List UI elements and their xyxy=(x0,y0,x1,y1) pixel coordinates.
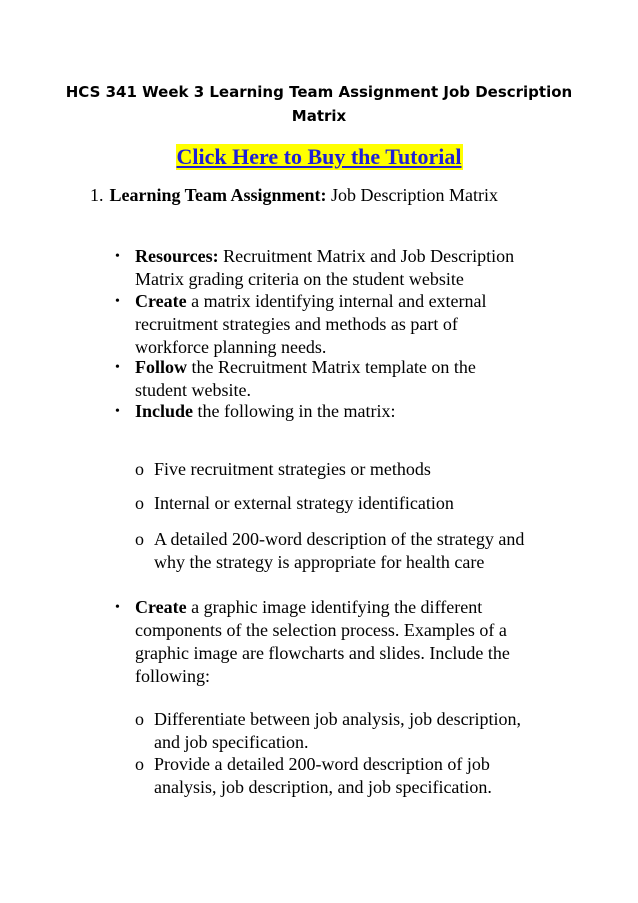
bullet-text: workforce planning needs. xyxy=(135,337,327,357)
sub-bullet-icon: o xyxy=(135,493,144,513)
tutorial-link-container xyxy=(0,144,638,170)
bullet-heading: Create xyxy=(135,597,187,617)
bullet-text: Recruitment Matrix and Job Description xyxy=(223,246,515,266)
bullet-text: student website. xyxy=(135,380,251,400)
sub-item xyxy=(135,492,564,515)
bullet-text: Matrix grading criteria on the student website xyxy=(135,269,464,289)
sub-text: A detailed 200-word description of the strategy and xyxy=(154,529,525,549)
list-item-1 xyxy=(90,184,498,207)
bullet-heading: Include xyxy=(135,401,194,421)
sub-text: Provide a detailed 200-word description of job xyxy=(154,754,490,774)
sub-item xyxy=(135,528,564,574)
sub-item xyxy=(135,708,564,754)
item-heading: Learning Team Assignment: xyxy=(109,185,327,205)
sub-item xyxy=(135,458,564,481)
document-title xyxy=(60,80,578,128)
bullet-item xyxy=(115,356,565,402)
sub-text: analysis, job description, and job specification. xyxy=(154,777,492,797)
item-number: 1. xyxy=(90,185,104,205)
bullet-icon: • xyxy=(115,294,120,309)
item-text: Job Description Matrix xyxy=(326,185,499,205)
sub-text: Internal or external strategy identification xyxy=(154,493,454,513)
sub-item xyxy=(135,753,564,799)
title-line-2: Matrix xyxy=(291,107,347,125)
sub-text: why the strategy is appropriate for health care xyxy=(154,552,485,572)
bullet-text: recruitment strategies and methods as part of xyxy=(135,314,458,334)
bullet-text: graphic image are flowcharts and slides. Include the xyxy=(135,643,510,663)
bullet-icon: • xyxy=(115,249,120,264)
sub-text: Differentiate between job analysis, job description, xyxy=(154,709,522,729)
bullet-text: a matrix identifying internal and external xyxy=(191,291,487,311)
sub-bullet-icon: o xyxy=(135,754,144,774)
bullet-text: following: xyxy=(135,666,210,686)
bullet-text: a graphic image identifying the different xyxy=(191,597,483,617)
sub-text: Five recruitment strategies or methods xyxy=(154,459,431,479)
sub-bullet-icon: o xyxy=(135,459,144,479)
bullet-heading: Resources: xyxy=(135,246,219,266)
title-line-1: HCS 341 Week 3 Learning Team Assignment Job Description xyxy=(65,83,573,101)
bullet-text: components of the selection process. Examples of a xyxy=(135,620,507,640)
bullet-item xyxy=(115,596,565,688)
buy-tutorial-link[interactable]: Click Here to Buy the Tutorial xyxy=(176,144,462,169)
bullet-icon: • xyxy=(115,360,120,375)
sub-bullet-icon: o xyxy=(135,709,144,729)
bullet-item xyxy=(115,400,565,423)
bullet-heading: Follow xyxy=(135,357,187,377)
sub-text: and job specification. xyxy=(154,732,309,752)
bullet-text: the following in the matrix: xyxy=(197,401,396,421)
bullet-heading: Create xyxy=(135,291,187,311)
bullet-item xyxy=(115,245,565,291)
bullet-icon: • xyxy=(115,404,120,419)
bullet-text: the Recruitment Matrix template on the xyxy=(191,357,476,377)
bullet-icon: • xyxy=(115,600,120,615)
sub-bullet-icon: o xyxy=(135,529,144,549)
bullet-item xyxy=(115,290,565,359)
